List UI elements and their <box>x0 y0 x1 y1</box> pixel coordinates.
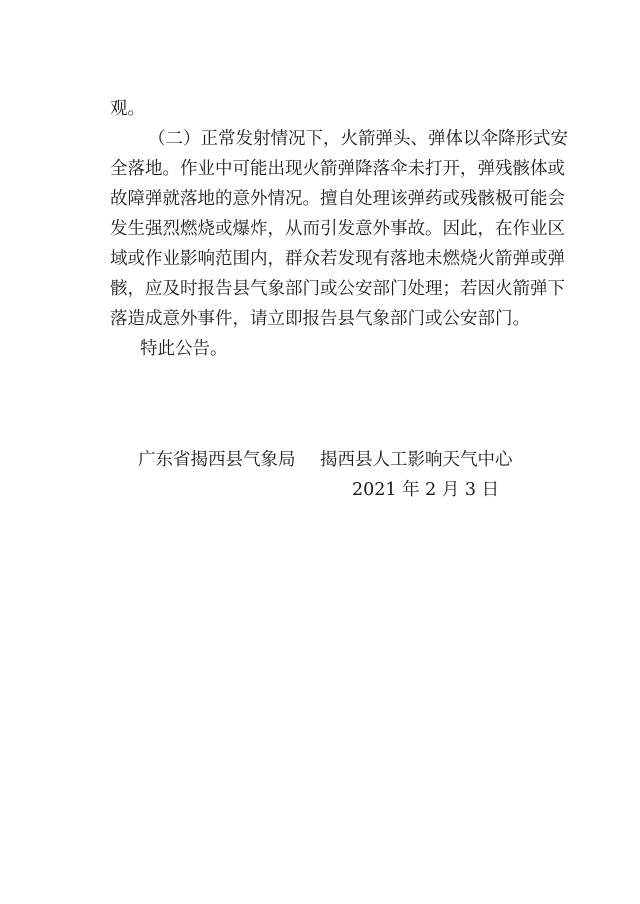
signature-org-meteorological-bureau: 广东省揭西县气象局 <box>138 450 296 470</box>
body-line-1: 观。 <box>110 99 145 119</box>
body-line-4: 故障弹就落地的意外情况。擅自处理该弹药或残骸极可能会 <box>110 189 565 209</box>
signature-date: 2021 年 2 月 3 日 <box>352 480 500 500</box>
body-line-5: 发生强烈燃烧或爆炸，从而引发意外事故。因此，在作业区 <box>110 219 565 239</box>
body-line-2: （二）正常发射情况下，火箭弹头、弹体以伞降形式安 <box>148 129 568 149</box>
body-line-7: 骸，应及时报告县气象部门或公安部门处理；若因火箭弹下 <box>110 279 565 299</box>
body-line-8: 落造成意外事件，请立即报告县气象部门或公安部门。 <box>110 309 530 329</box>
closing-line: 特此公告。 <box>140 339 228 359</box>
body-line-3: 全落地。作业中可能出现火箭弹降落伞未打开，弹残骸体或 <box>110 159 565 179</box>
signature-org-weather-center: 揭西县人工影响天气中心 <box>320 450 513 470</box>
body-line-6: 域或作业影响范围内，群众若发现有落地未燃烧火箭弹或弹 <box>110 249 565 269</box>
